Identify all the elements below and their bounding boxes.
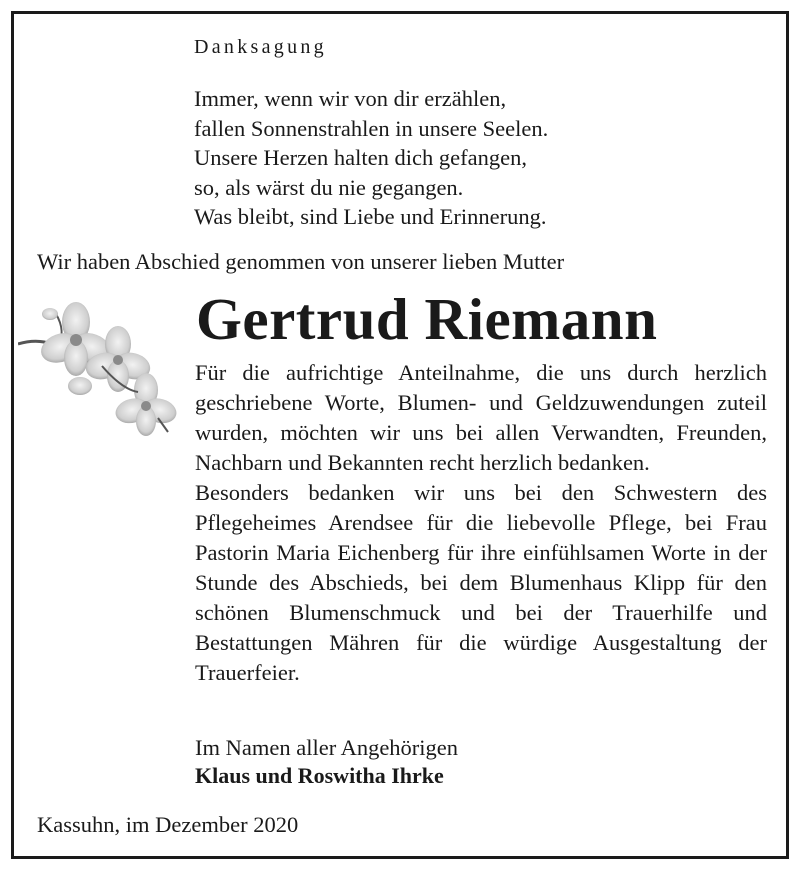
intro-text: Wir haben Abschied genommen von unserer lieben Mutter	[37, 249, 565, 274]
signature-label: Im Namen aller Angehörigen	[195, 735, 459, 760]
poem-line: Immer, wenn wir von dir erzählen,	[194, 86, 507, 111]
poem-line: fallen Sonnenstrahlen in unsere Seelen.	[194, 115, 549, 141]
thanks-paragraph: Besonders bedanken wir uns bei den Schwestern des Pflegeheimes Arendsee für die liebevolle Pflege, bei Frau Pastorin Maria Eichenberg für ihre einfühlsamen Worte in der Stunde des Abschieds, bei dem Blumenhaus Klipp für den schönen Blumenschmuck und bei der Trauerhilfe und Bestattungen Mähren für die würdige Ausgestaltung der Trauerfeier.	[195, 480, 767, 685]
place-date: Kassuhn, im Dezember 2020	[37, 812, 299, 837]
poem-line: Unsere Herzen halten dich gefangen,	[194, 145, 527, 170]
orchid-icon	[18, 300, 178, 440]
deceased-name: Gertrud Riemann	[196, 286, 658, 352]
notice-heading: Danksagung	[194, 36, 327, 58]
thanks-text	[195, 358, 767, 688]
poem-line: so, als wärst du nie gegangen.	[194, 174, 464, 200]
poem-line: Was bleibt, sind Liebe und Erinnerung.	[194, 204, 547, 229]
signature-names: Klaus und Roswitha Ihrke	[195, 763, 444, 788]
thanks-paragraph: Für die aufrichtige Anteilnahme, die uns durch herzlich geschriebene Worte, Blumen- und Geldzuwendungen zuteil wurden, möchten wir uns bei allen Verwandten, Freunden, Nachbarn und Bekannten recht herzlich bedanken.	[195, 360, 767, 475]
poem	[194, 84, 548, 232]
